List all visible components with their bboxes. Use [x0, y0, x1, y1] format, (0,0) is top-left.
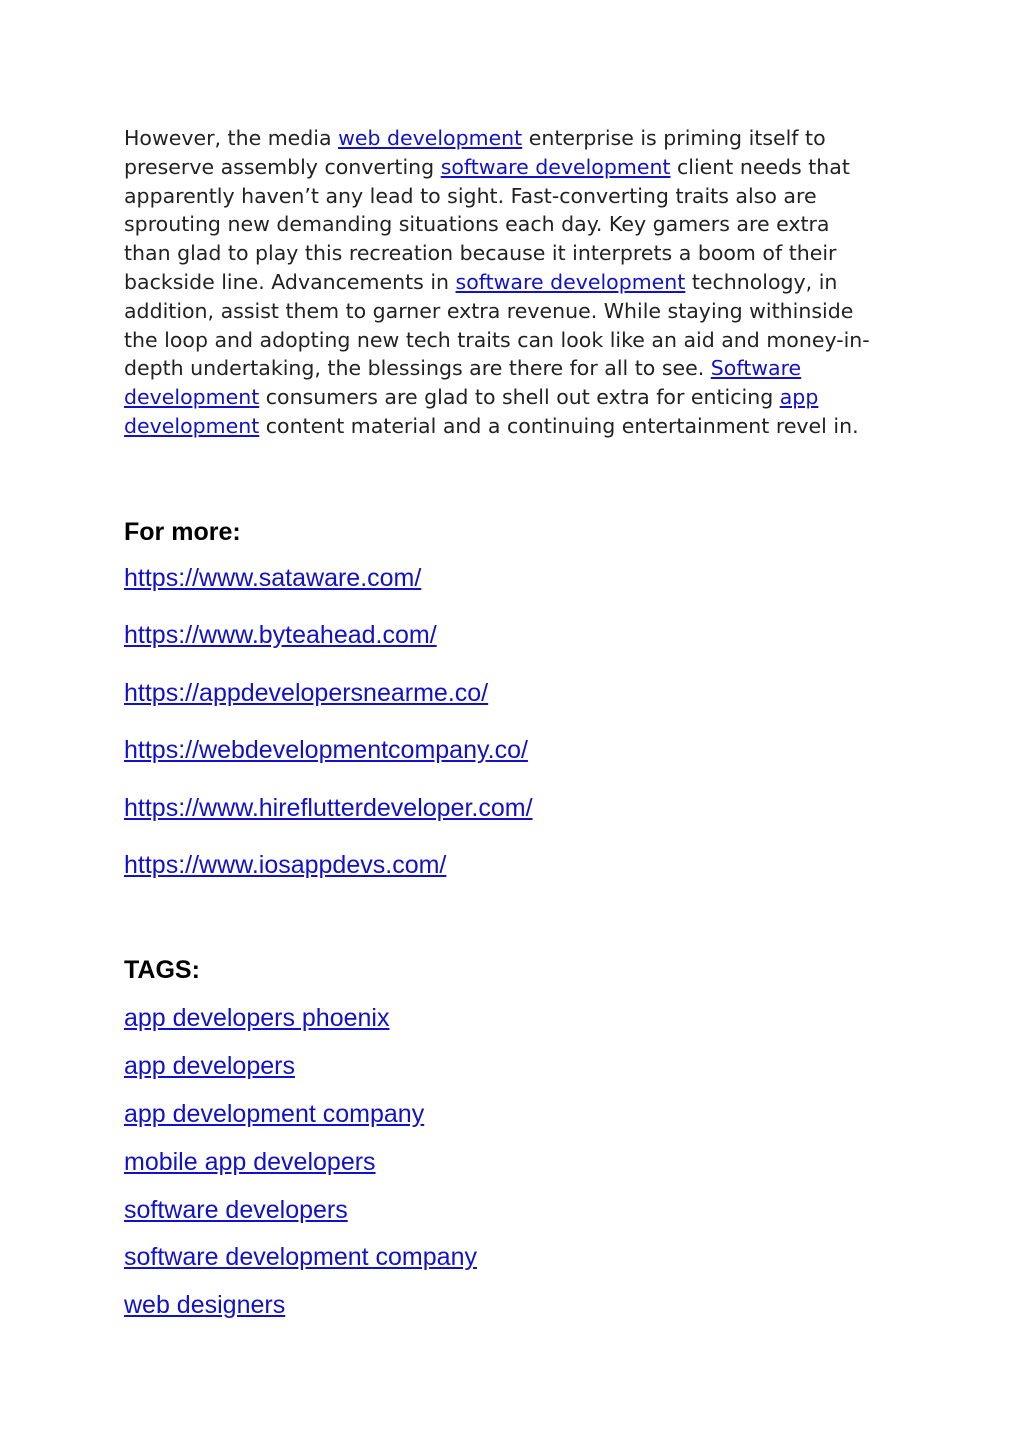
tag-link-mobile-app-developers[interactable]: mobile app developers [124, 1148, 376, 1176]
for-more-heading: For more: [124, 518, 241, 546]
paragraph-text: backside line. Advancements in [124, 269, 456, 294]
for-more-link-item [124, 793, 533, 823]
for-more-link-item [124, 735, 528, 765]
tag-link-app-developers-phoenix[interactable]: app developers phoenix [124, 1004, 390, 1032]
link-app-development-part2[interactable]: development [124, 413, 260, 438]
paragraph-line: than glad to play this recreation because it interprets a boom of their [124, 241, 837, 266]
paragraph-text: content material and a continuing entertainment revel in. [259, 413, 859, 438]
tag-item [124, 1003, 389, 1033]
paragraph-text: depth undertaking, the blessings are there for all to see. [124, 356, 711, 381]
tag-item [124, 1051, 295, 1081]
paragraph-text: preserve assembly converting [124, 154, 441, 179]
for-more-link-item [124, 563, 421, 593]
tag-item [124, 1290, 285, 1320]
paragraph-line: apparently haven’t any lead to sight. Fast-converting traits also are [124, 183, 817, 208]
for-more-link-item [124, 678, 488, 708]
tag-item [124, 1242, 477, 1272]
link-app-development-part1[interactable]: app [779, 385, 819, 410]
link-web-development[interactable]: web development [338, 126, 523, 150]
link-byteahead[interactable]: https://www.byteahead.com/ [124, 621, 437, 649]
for-more-link-item [124, 620, 437, 650]
link-sataware[interactable]: https://www.sataware.com/ [124, 564, 422, 592]
tag-item [124, 1195, 348, 1225]
paragraph-line: addition, assist them to garner extra revenue. While staying withinside [124, 298, 854, 323]
paragraph-text: However, the media [124, 126, 339, 150]
link-hireflutterdeveloper[interactable]: https://www.hireflutterdeveloper.com/ [124, 794, 533, 822]
body-paragraph [124, 124, 914, 441]
paragraph-text: enterprise is priming itself to [522, 126, 826, 150]
link-appdevelopersnearme[interactable]: https://appdevelopersnearme.co/ [124, 679, 489, 707]
tags-heading: TAGS: [124, 956, 200, 984]
paragraph-line [124, 354, 914, 383]
paragraph-line [124, 124, 914, 153]
link-software-development[interactable]: software development [440, 154, 671, 179]
paragraph-line [124, 268, 914, 297]
paragraph-line: sprouting new demanding situations each day. Key gamers are extra [124, 212, 830, 237]
paragraph-line: the loop and adopting new tech traits can look like an aid and money-in- [124, 327, 870, 352]
tag-item [124, 1147, 376, 1177]
paragraph-text: technology, in [685, 269, 838, 294]
paragraph-line [124, 153, 914, 182]
tag-link-software-developers[interactable]: software developers [124, 1196, 348, 1224]
tag-link-software-development-company[interactable]: software development company [124, 1243, 477, 1271]
tag-link-web-designers[interactable]: web designers [124, 1291, 286, 1319]
link-software-development-part2[interactable]: development [124, 385, 260, 410]
paragraph-text: consumers are glad to shell out extra for enticing [259, 385, 780, 410]
link-software-development[interactable]: software development [455, 269, 686, 294]
tag-link-app-development-company[interactable]: app development company [124, 1100, 425, 1128]
paragraph-line [124, 412, 914, 441]
for-more-link-item [124, 850, 446, 880]
link-webdevelopmentcompany[interactable]: https://webdevelopmentcompany.co/ [124, 736, 528, 764]
paragraph-text: client needs that [670, 154, 850, 179]
link-iosappdevs[interactable]: https://www.iosappdevs.com/ [124, 851, 447, 879]
tag-link-app-developers[interactable]: app developers [124, 1052, 295, 1080]
link-software-development-part1[interactable]: Software [710, 356, 802, 381]
tag-item [124, 1099, 424, 1129]
paragraph-line [124, 383, 914, 412]
